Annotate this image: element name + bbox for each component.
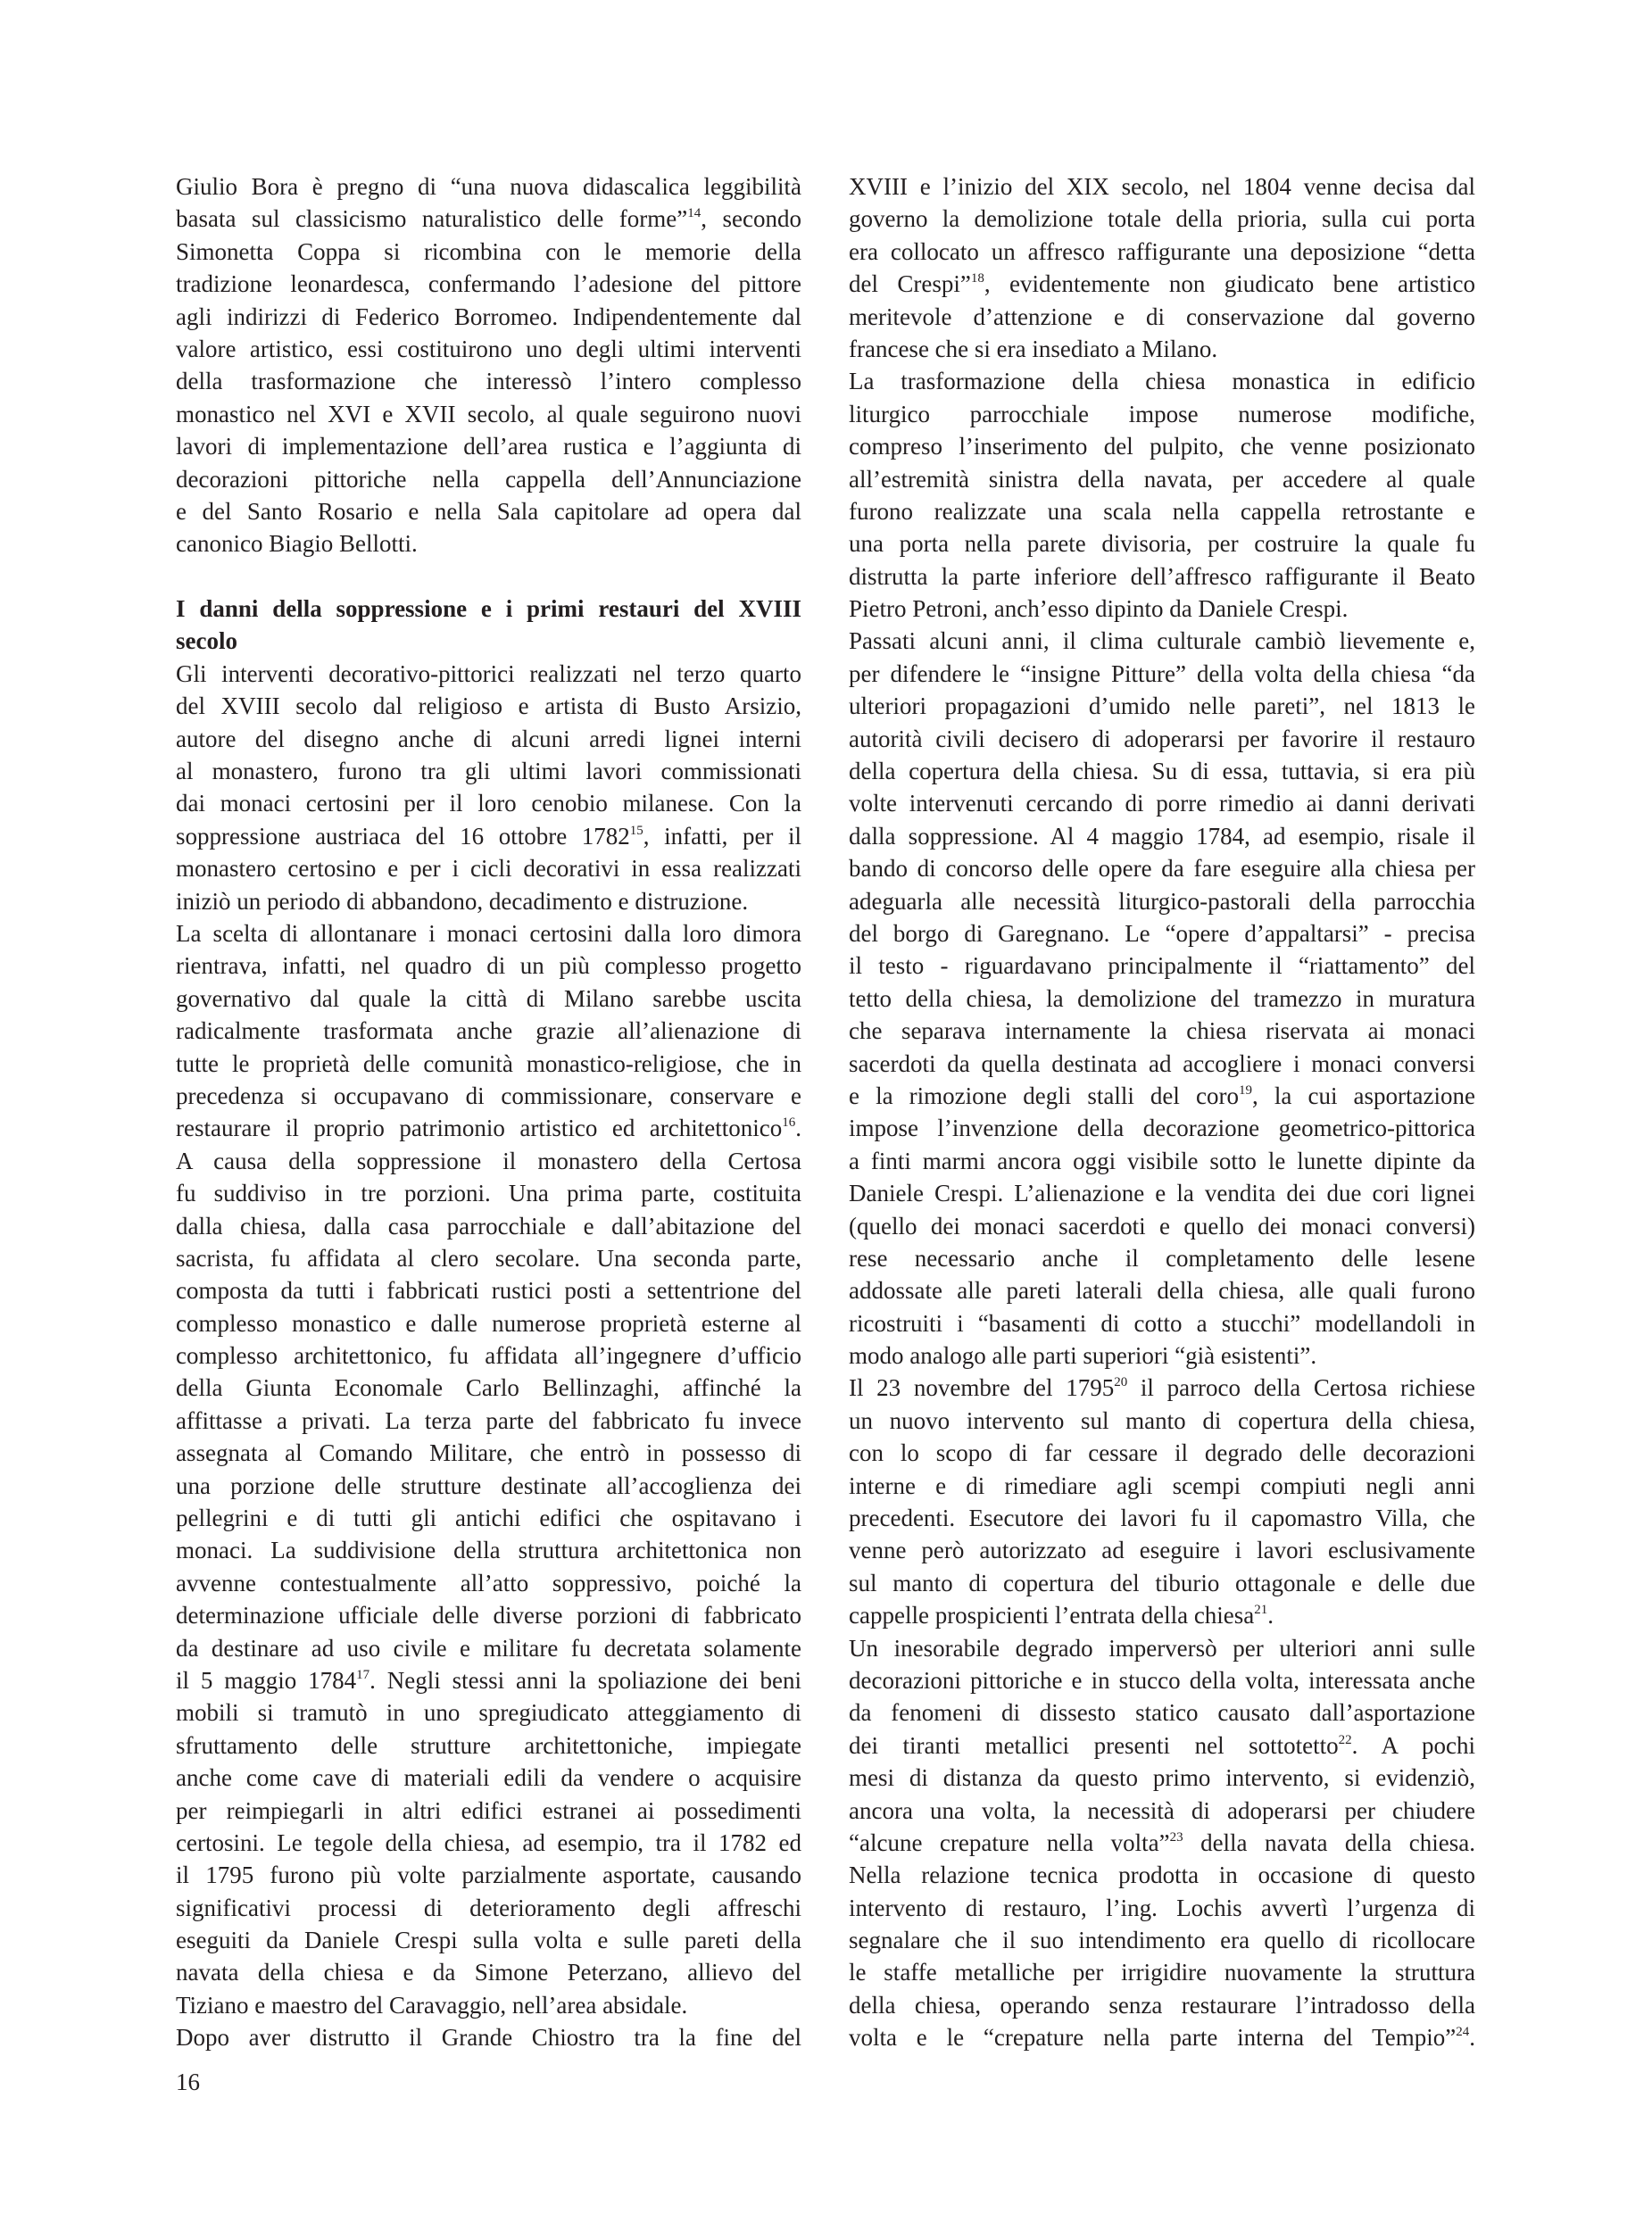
- footnote-reference[interactable]: 18: [970, 271, 984, 286]
- text-line: [849, 1145, 1475, 1177]
- line-text-after-note: , la cui asportazione: [1252, 1082, 1475, 1109]
- line-text: radicalmente trasformata anche grazie all’alienazione di: [176, 1017, 801, 1045]
- text-line: [176, 1534, 801, 1566]
- line-text: monastico nel XVI e XVII secolo, al quale seguirono nuovi: [176, 400, 801, 427]
- line-text-after-note: .: [1267, 1602, 1274, 1629]
- section-heading-line: [176, 625, 801, 657]
- line-text: intervento di restauro, l’ing. Lochis avvertì l’urgenza di: [849, 1894, 1475, 1921]
- line-text-after-note: . Negli stessi anni la spoliazione dei beni: [369, 1666, 801, 1694]
- text-line: [176, 885, 801, 917]
- text-line: [176, 1859, 801, 1891]
- line-text: Tiziano e maestro del Caravaggio, nell’area absidale.: [176, 1991, 688, 2019]
- line-text: ancora una volta, la necessità di adoperarsi per chiudere: [849, 1796, 1475, 1824]
- text-line: [849, 1210, 1475, 1242]
- footnote-reference[interactable]: 24: [1456, 2025, 1470, 2040]
- line-text: liturgico parrocchiale impose numerose modifiche,: [849, 400, 1475, 427]
- line-text: un nuovo intervento sul manto di copertura della chiesa,: [849, 1406, 1475, 1434]
- text-line: [176, 755, 801, 787]
- text-line: [849, 1437, 1475, 1469]
- line-text: sacerdoti da quella destinata ad accogliere i monaci conversi: [849, 1049, 1475, 1077]
- line-text-after-note: .: [1469, 2024, 1475, 2052]
- text-line: [176, 268, 801, 300]
- text-line: [176, 1274, 801, 1306]
- text-line: [849, 1696, 1475, 1729]
- section-heading-line: [176, 593, 801, 625]
- line-text: mesi di distanza da questo primo intervento, si evidenziò,: [849, 1764, 1475, 1792]
- text-line: [849, 1956, 1475, 1988]
- text-line: [849, 495, 1475, 527]
- text-line: [176, 1339, 801, 1372]
- text-line: [849, 365, 1475, 397]
- text-line: [849, 1242, 1475, 1274]
- text-line: [176, 495, 801, 527]
- line-text: furono realizzate una scala nella cappella retrostante e: [849, 497, 1475, 525]
- line-text: da destinare ad uso civile e militare fu decretata solamente: [176, 1634, 801, 1662]
- line-text: della Giunta Economale Carlo Bellinzaghi, affinché la: [176, 1374, 801, 1402]
- text-line: [176, 917, 801, 949]
- text-line: [849, 236, 1475, 268]
- text-line: [849, 333, 1475, 365]
- blank-line: [176, 560, 801, 593]
- line-text: al monastero, furono tra gli ultimi lavori commissionati: [176, 758, 801, 785]
- text-line: [849, 527, 1475, 560]
- line-text: Giulio Bora è pregno di “una nuova didascalica leggibilità: [176, 173, 801, 200]
- line-text-after-note: . A pochi: [1351, 1731, 1475, 1759]
- text-line: [176, 1015, 801, 1047]
- line-text: La trasformazione della chiesa monastica in edificio: [849, 368, 1475, 395]
- text-line: [176, 333, 801, 365]
- line-text: da fenomeni di dissesto statico causato dall’asportazione: [849, 1699, 1475, 1727]
- line-text: meritevole d’attenzione e di conservazione dal governo: [849, 303, 1475, 330]
- footnote-reference[interactable]: 23: [1169, 1829, 1183, 1845]
- line-text: agli indirizzi di Federico Borromeo. Indipendentemente dal: [176, 303, 801, 330]
- line-text: compreso l’inserimento del pulpito, che venne posizionato: [849, 433, 1475, 460]
- line-text: bando di concorso delle opere da fare eseguire alla chiesa per: [849, 855, 1475, 883]
- line-text: anche come cave di materiali edili da vendere o acquisire: [176, 1764, 801, 1792]
- page-number: 16: [176, 2069, 200, 2095]
- line-text: tradizione leonardesca, confermando l’adesione del pittore: [176, 270, 801, 298]
- text-line: [849, 1567, 1475, 1599]
- line-text: del borgo di Garegnano. Le “opere d’appaltarsi” - precisa: [849, 919, 1475, 947]
- line-text: I danni della soppressione e i primi restauri del XVIII: [176, 595, 801, 623]
- text-line: [176, 1372, 801, 1404]
- line-text: complesso architettonico, fu affidata all’ingegnere d’ufficio: [176, 1342, 801, 1370]
- text-line: [849, 983, 1475, 1015]
- text-line: [849, 1632, 1475, 1664]
- line-text: significativi processi di deterioramento degli affreschi: [176, 1894, 801, 1921]
- text-line: [849, 1372, 1475, 1404]
- line-text: composta da tutti i fabbricati rustici posti a settentrione del: [176, 1277, 801, 1305]
- text-line: [176, 658, 801, 690]
- text-line: [849, 1795, 1475, 1827]
- line-text: impose l’invenzione della decorazione geometrico-pittorica: [849, 1115, 1475, 1142]
- line-text-after-note: della navata della chiesa.: [1183, 1828, 1475, 1856]
- footnote-reference[interactable]: 21: [1254, 1603, 1268, 1618]
- text-line: [849, 398, 1475, 430]
- text-line: [849, 787, 1475, 819]
- text-line: [176, 1762, 801, 1794]
- line-text: cappelle prospicienti l’entrata della chiesa: [849, 1602, 1255, 1629]
- line-text: per difendere le “insigne Pitture” della volta della chiesa “da: [849, 659, 1475, 687]
- text-line: [176, 1242, 801, 1274]
- text-line: [849, 463, 1475, 495]
- line-text: della copertura della chiesa. Su di essa, tuttavia, si era più: [849, 758, 1475, 785]
- text-line: [176, 1080, 801, 1112]
- line-text: secolo: [176, 627, 237, 655]
- text-line: [176, 430, 801, 462]
- line-text: governativo dal quale la città di Milano sarebbe uscita: [176, 984, 801, 1012]
- text-line: [176, 820, 801, 852]
- text-line: [176, 1567, 801, 1599]
- line-text: tutte le proprietà delle comunità monastico-religiose, che in: [176, 1049, 801, 1077]
- line-text: tetto della chiesa, la demolizione del tramezzo in muratura: [849, 984, 1475, 1012]
- line-text: Nella relazione tecnica prodotta in occasione di questo: [849, 1862, 1475, 1889]
- footnote-reference[interactable]: 14: [687, 206, 701, 221]
- line-text: dalla chiesa, dalla casa parrocchiale e dall’abitazione del: [176, 1212, 801, 1240]
- text-line: [176, 1437, 801, 1469]
- text-line: [849, 820, 1475, 852]
- line-text: della trasformazione che interessò l’intero complesso: [176, 368, 801, 395]
- line-text: precedenti. Esecutore dei lavori fu il capomastro Villa, che: [849, 1505, 1475, 1532]
- line-text: una porta nella parete divisoria, per costruire la quale fu: [849, 530, 1475, 558]
- line-text: navata della chiesa e da Simone Peterzano, allievo del: [176, 1959, 801, 1986]
- text-line: [849, 560, 1475, 593]
- text-line: [176, 236, 801, 268]
- text-line: [849, 1762, 1475, 1794]
- text-line: [176, 1470, 801, 1502]
- line-text: una porzione delle strutture destinate all’accoglienza dei: [176, 1472, 801, 1499]
- line-text: era collocato un affresco raffigurante una deposizione “detta: [849, 237, 1475, 265]
- line-text: iniziò un periodo di abbandono, decadimento e distruzione.: [176, 887, 749, 915]
- text-line: [849, 593, 1475, 625]
- text-line: [176, 463, 801, 495]
- line-text: Daniele Crespi. L’alienazione e la vendita dei due cori lignei: [849, 1180, 1475, 1207]
- line-text: del Crespi”: [849, 270, 971, 298]
- footnote-reference[interactable]: 19: [1239, 1082, 1253, 1098]
- line-text-after-note: il parroco della Certosa richiese: [1127, 1374, 1475, 1402]
- footnote-reference[interactable]: 15: [629, 823, 643, 838]
- line-text: eseguiti da Daniele Crespi sulla volta e sulle pareti della: [176, 1927, 801, 1954]
- line-text: basata sul classicismo naturalistico delle forme”: [176, 205, 688, 233]
- line-text: pellegrini e di tutti gli antichi edifici che ospitavano i: [176, 1505, 801, 1532]
- line-text: valore artistico, essi costituirono uno degli ultimi interventi: [176, 335, 801, 362]
- line-text: restaurare il proprio patrimonio artistico ed architettonico: [176, 1115, 783, 1142]
- text-line: [849, 1729, 1475, 1762]
- text-line: [849, 1892, 1475, 1924]
- line-text: avvenne contestualmente all’atto soppressivo, poiché la: [176, 1569, 801, 1596]
- footnote-reference[interactable]: 22: [1338, 1732, 1352, 1747]
- line-text: XVIII e l’inizio del XIX secolo, nel 1804 venne decisa dal: [849, 173, 1475, 200]
- footnote-reference[interactable]: 20: [1114, 1375, 1128, 1390]
- line-text: addossate alle pareti laterali della chiesa, alle quali furono: [849, 1277, 1475, 1305]
- text-line: [176, 1599, 801, 1631]
- text-line: [176, 1405, 801, 1437]
- text-line: [176, 398, 801, 430]
- text-line: [849, 1989, 1475, 2021]
- text-line: [849, 949, 1475, 982]
- text-line: [176, 301, 801, 333]
- right-column: [849, 170, 1475, 2054]
- text-line: [849, 1859, 1475, 1891]
- text-line: [176, 1307, 801, 1339]
- text-line: [849, 170, 1475, 203]
- line-text: segnalare che il suo intendimento era quello di ricollocare: [849, 1927, 1475, 1954]
- line-text: per reimpiegarli in altri edifici estranei ai possedimenti: [176, 1796, 801, 1824]
- text-line: [849, 1177, 1475, 1209]
- line-text: Gli interventi decorativo-pittorici realizzati nel terzo quarto: [176, 659, 801, 687]
- line-text: che separava internamente la chiesa riservata ai monaci: [849, 1017, 1475, 1045]
- text-line: [849, 755, 1475, 787]
- line-text-after-note: , secondo: [701, 205, 801, 233]
- text-line: [849, 1924, 1475, 1956]
- text-line: [849, 1827, 1475, 1859]
- text-line: [176, 1989, 801, 2021]
- line-text: rientrava, infatti, nel quadro di un più complesso progetto: [176, 952, 801, 980]
- line-text: affittasse a privati. La terza parte del fabbricato fu invece: [176, 1406, 801, 1434]
- text-line: [849, 301, 1475, 333]
- text-line: [176, 1177, 801, 1209]
- line-text: certosini. Le tegole della chiesa, ad esempio, tra il 1782 ed: [176, 1828, 801, 1856]
- text-line: [849, 658, 1475, 690]
- line-text: francese che si era insediato a Milano.: [849, 335, 1218, 362]
- text-line: [849, 1274, 1475, 1306]
- text-line: [176, 1664, 801, 1696]
- text-line: [849, 1470, 1475, 1502]
- line-text: fu suddiviso in tre porzioni. Una prima parte, costituita: [176, 1180, 801, 1207]
- text-line: [849, 1502, 1475, 1534]
- text-line: [849, 723, 1475, 755]
- line-text: Simonetta Coppa si ricombina con le memorie della: [176, 237, 801, 265]
- line-text: con lo scopo di far cessare il degrado delle decorazioni: [849, 1439, 1475, 1467]
- text-line: [176, 1729, 801, 1762]
- text-line: [849, 917, 1475, 949]
- line-text: dai monaci certosini per il loro cenobio milanese. Con la: [176, 790, 801, 817]
- line-text: interne e di rimediare agli scempi compiuti negli anni: [849, 1472, 1475, 1499]
- line-text: complesso monastico e dalle numerose proprietà esterne al: [176, 1309, 801, 1337]
- footnote-reference[interactable]: 16: [782, 1115, 796, 1131]
- line-text-after-note: , evidentemente non giudicato bene artistico: [984, 270, 1475, 298]
- text-line: [849, 625, 1475, 657]
- text-line: [176, 1502, 801, 1534]
- line-text: ricostruiti i “basamenti di cotto a stucchi” modellandoli in: [849, 1309, 1475, 1337]
- text-line: [176, 1696, 801, 1729]
- line-text: sfruttamento delle strutture architettoniche, impiegate: [176, 1731, 801, 1759]
- text-line: [176, 1795, 801, 1827]
- text-line: [176, 852, 801, 884]
- line-text: volta e le “crepature nella parte interna del Tempio”: [849, 2024, 1457, 2052]
- line-text: (quello dei monaci sacerdoti e quello dei monaci conversi): [849, 1212, 1475, 1240]
- line-text: soppressione austriaca del 16 ottobre 1782: [176, 822, 630, 850]
- line-text: a finti marmi ancora oggi visibile sotto le lunette dipinte da: [849, 1147, 1475, 1174]
- text-line: [849, 268, 1475, 300]
- text-line: [176, 365, 801, 397]
- text-line: [176, 949, 801, 982]
- line-text: volte intervenuti cercando di porre rimedio ai danni derivati: [849, 790, 1475, 817]
- text-line: [176, 1112, 801, 1144]
- text-line: [849, 1339, 1475, 1372]
- line-text: governo la demolizione totale della prioria, sulla cui porta: [849, 205, 1475, 233]
- line-text: Il 23 novembre del 1795: [849, 1374, 1115, 1402]
- line-text: dalla soppressione. Al 4 maggio 1784, ad esempio, risale il: [849, 822, 1475, 850]
- line-text: all’estremità sinistra della navata, per accedere al quale: [849, 465, 1475, 493]
- line-text: Pietro Petroni, anch’esso dipinto da Daniele Crespi.: [849, 595, 1349, 623]
- text-line: [176, 1632, 801, 1664]
- left-column: [176, 170, 801, 2054]
- line-text: il 5 maggio 1784: [176, 1666, 357, 1694]
- text-line: [849, 1599, 1475, 1631]
- line-text: il testo - riguardavano principalmente il “riattamento” del: [849, 952, 1475, 980]
- line-text: adeguarla alle necessità liturgico-pastorali della parrocchia: [849, 887, 1475, 915]
- text-line: [176, 1892, 801, 1924]
- text-line: [849, 2021, 1475, 2053]
- line-text: dei tiranti metallici presenti nel sottotetto: [849, 1731, 1339, 1759]
- text-line: [176, 1210, 801, 1242]
- line-text: e la rimozione degli stalli del coro: [849, 1082, 1240, 1109]
- line-text: sacrista, fu affidata al clero secolare. Una seconda parte,: [176, 1244, 801, 1272]
- text-line: [849, 1015, 1475, 1047]
- line-text: del XVIII secolo dal religioso e artista di Busto Arsizio,: [176, 692, 801, 720]
- text-line: [176, 983, 801, 1015]
- text-line: [176, 2021, 801, 2053]
- line-text: autore del disegno anche di alcuni arredi lignei interni: [176, 725, 801, 752]
- line-text: canonico Biagio Bellotti.: [176, 530, 418, 558]
- line-text: mobili si tramutò in uno spregiudicato atteggiamento di: [176, 1699, 801, 1727]
- line-text: modo analogo alle parti superiori “già esistenti”.: [849, 1342, 1317, 1370]
- text-line: [176, 787, 801, 819]
- text-line: [176, 1145, 801, 1177]
- line-text: La scelta di allontanare i monaci certosini dalla loro dimora: [176, 919, 801, 947]
- line-text: le staffe metalliche per irrigidire nuovamente la struttura: [849, 1959, 1475, 1986]
- text-line: [849, 1664, 1475, 1696]
- line-text: rese necessario anche il completamento delle lesene: [849, 1244, 1475, 1272]
- text-line: [176, 203, 801, 235]
- line-text: Un inesorabile degrado imperversò per ulteriori anni sulle: [849, 1634, 1475, 1662]
- text-line: [176, 527, 801, 560]
- line-text: e del Santo Rosario e nella Sala capitolare ad opera dal: [176, 497, 801, 525]
- text-line: [176, 1956, 801, 1988]
- line-text: ulteriori propagazioni d’umido nelle pareti”, nel 1813 le: [849, 692, 1475, 720]
- line-text-after-note: .: [795, 1115, 801, 1142]
- line-text: autorità civili decisero di adoperarsi per favorire il restauro: [849, 725, 1475, 752]
- text-line: [176, 1827, 801, 1859]
- line-text: della chiesa, operando senza restaurare l’intradosso della: [849, 1991, 1475, 2019]
- text-line: [849, 1307, 1475, 1339]
- line-text: A causa della soppressione il monastero della Certosa: [176, 1147, 801, 1174]
- line-text: monastero certosino e per i cicli decorativi in essa realizzati: [176, 855, 801, 883]
- line-text-after-note: , infatti, per il: [643, 822, 801, 850]
- line-text: “alcune crepature nella volta”: [849, 1828, 1170, 1856]
- line-text: lavori di implementazione dell’area rustica e l’aggiunta di: [176, 433, 801, 460]
- text-line: [849, 1405, 1475, 1437]
- text-line: [849, 430, 1475, 462]
- line-text: Passati alcuni anni, il clima culturale cambiò lievemente e,: [849, 627, 1475, 655]
- text-line: [176, 723, 801, 755]
- text-line: [176, 1048, 801, 1080]
- line-text: il 1795 furono più volte parzialmente asportate, causando: [176, 1862, 801, 1889]
- footnote-reference[interactable]: 17: [356, 1667, 370, 1682]
- text-line: [176, 1924, 801, 1956]
- text-line: [849, 1080, 1475, 1112]
- text-line: [176, 690, 801, 722]
- text-line: [849, 690, 1475, 722]
- line-text: sul manto di copertura del tiburio ottagonale e delle due: [849, 1569, 1475, 1596]
- line-text: decorazioni pittoriche e in stucco della volta, interessata anche: [849, 1666, 1475, 1694]
- text-line: [849, 203, 1475, 235]
- text-line: [849, 885, 1475, 917]
- line-text: decorazioni pittoriche nella cappella dell’Annunciazione: [176, 465, 801, 493]
- line-text: venne però autorizzato ad eseguire i lavori esclusivamente: [849, 1537, 1475, 1564]
- text-line: [849, 1048, 1475, 1080]
- line-text: assegnata al Comando Militare, che entrò in possesso di: [176, 1439, 801, 1467]
- text-line: [849, 1534, 1475, 1566]
- text-line: [849, 852, 1475, 884]
- text-line: [849, 1112, 1475, 1144]
- line-text: monaci. La suddivisione della struttura architettonica non: [176, 1537, 801, 1564]
- line-text: determinazione ufficiale delle diverse porzioni di fabbricato: [176, 1602, 801, 1629]
- line-text: distrutta la parte inferiore dell’affresco raffigurante il Beato: [849, 562, 1475, 590]
- line-text: precedenza si occupavano di commissionare, conservare e: [176, 1082, 801, 1109]
- text-line: [176, 170, 801, 203]
- line-text: Dopo aver distrutto il Grande Chiostro tra la fine del: [176, 2024, 801, 2052]
